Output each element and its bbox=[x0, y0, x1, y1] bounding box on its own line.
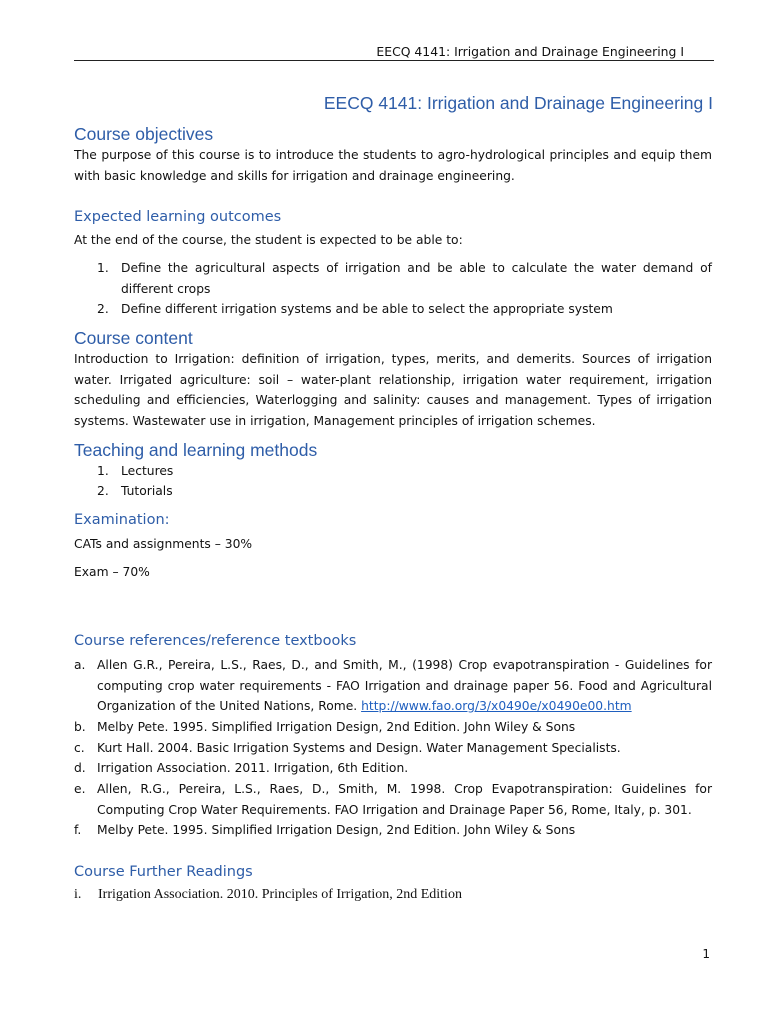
examination-heading: Examination: bbox=[74, 512, 170, 528]
list-marker: i. bbox=[74, 887, 82, 902]
list-marker: 1. bbox=[97, 261, 109, 275]
reference-text: Allen, R.G., Pereira, L.S., Raes, D., Smith, M. 1998. Crop Evapotranspiration: Guidelines for Computing Crop Water Requirements. FAO Irrigation and Drainage Paper 56, Rome, Italy, p. 301. bbox=[97, 782, 712, 817]
reference-body: Allen G.R., Pereira, L.S., Raes, D., and Smith, M., (1998) Crop evapotranspiration - Guidelines for computing crop water requirements - FAO Irrigation and drainage paper 56. Food and Agricultural Organization of the United Nations, Rome. bbox=[97, 658, 712, 713]
header-divider bbox=[74, 60, 714, 61]
further-reading-text: Irrigation Association. 2010. Principles of Irrigation, 2nd Edition bbox=[98, 887, 462, 902]
reference-item bbox=[74, 717, 712, 738]
outcomes-heading: Expected learning outcomes bbox=[74, 209, 282, 225]
objectives-text: The purpose of this course is to introduce the students to agro-hydrological principles and equip them with basic knowledge and skills for irrigation and drainage engineering. bbox=[74, 148, 712, 183]
reference-item bbox=[74, 779, 712, 820]
further-readings-heading: Course Further Readings bbox=[74, 864, 253, 880]
content-heading: Course content bbox=[74, 328, 193, 348]
list-item-text: Define the agricultural aspects of irrigation and be able to calculate the water demand of different crops bbox=[121, 261, 712, 296]
examination-cats: CATs and assignments – 30% bbox=[74, 537, 253, 551]
methods-heading: Teaching and learning methods bbox=[74, 440, 318, 460]
references-heading: Course references/reference textbooks bbox=[74, 633, 357, 649]
reference-text: Kurt Hall. 2004. Basic Irrigation Systems and Design. Water Management Specialists. bbox=[97, 741, 621, 755]
list-marker: 1. bbox=[97, 464, 109, 478]
outcome-item bbox=[97, 258, 712, 299]
list-item-text: Tutorials bbox=[121, 484, 173, 498]
reference-text: Melby Pete. 1995. Simplified Irrigation Design, 2nd Edition. John Wiley & Sons bbox=[97, 720, 576, 734]
method-item bbox=[97, 461, 712, 482]
method-item bbox=[97, 481, 712, 502]
list-marker: a. bbox=[74, 658, 86, 672]
outcomes-intro: At the end of the course, the student is expected to be able to: bbox=[74, 233, 463, 247]
running-header: EECQ 4141: Irrigation and Drainage Engineering I bbox=[376, 44, 684, 59]
reference-text: Melby Pete. 1995. Simplified Irrigation Design, 2nd Edition. John Wiley & Sons bbox=[97, 823, 576, 837]
reference-text: Irrigation Association. 2011. Irrigation, 6th Edition. bbox=[97, 761, 409, 775]
list-item-text: Define different irrigation systems and be able to select the appropriate system bbox=[121, 302, 613, 316]
reference-item bbox=[74, 655, 712, 717]
further-reading-item bbox=[74, 887, 462, 903]
list-marker: b. bbox=[74, 720, 86, 734]
outcome-item bbox=[97, 299, 712, 320]
list-marker: d. bbox=[74, 761, 86, 775]
list-marker: c. bbox=[74, 741, 85, 755]
list-marker: e. bbox=[74, 782, 86, 796]
document-title: EECQ 4141: Irrigation and Drainage Engineering I bbox=[323, 93, 713, 113]
list-marker: 2. bbox=[97, 302, 109, 316]
objectives-heading: Course objectives bbox=[74, 124, 214, 144]
reference-item bbox=[74, 758, 712, 779]
reference-text bbox=[97, 655, 712, 717]
list-item-text: Lectures bbox=[121, 464, 174, 478]
content-text: Introduction to Irrigation: definition of irrigation, types, merits, and demerits. Sources of irrigation water. Irrigated agriculture: soil – water-plant relationship, irrigation water requirement, irrigation scheduling and efficiencies, Waterlogging and salinity: causes and management. Types of irrigation systems. Wastewater use in irrigation, Management principles of irrigation schemes. bbox=[74, 352, 712, 428]
reference-item bbox=[74, 738, 712, 759]
reference-item bbox=[74, 820, 712, 841]
page-number: 1 bbox=[702, 947, 710, 961]
list-marker: f. bbox=[74, 823, 82, 837]
list-marker: 2. bbox=[97, 484, 109, 498]
fao-link[interactable]: http://www.fao.org/3/x0490e/x0490e00.htm bbox=[361, 699, 632, 713]
examination-exam: Exam – 70% bbox=[74, 565, 150, 579]
